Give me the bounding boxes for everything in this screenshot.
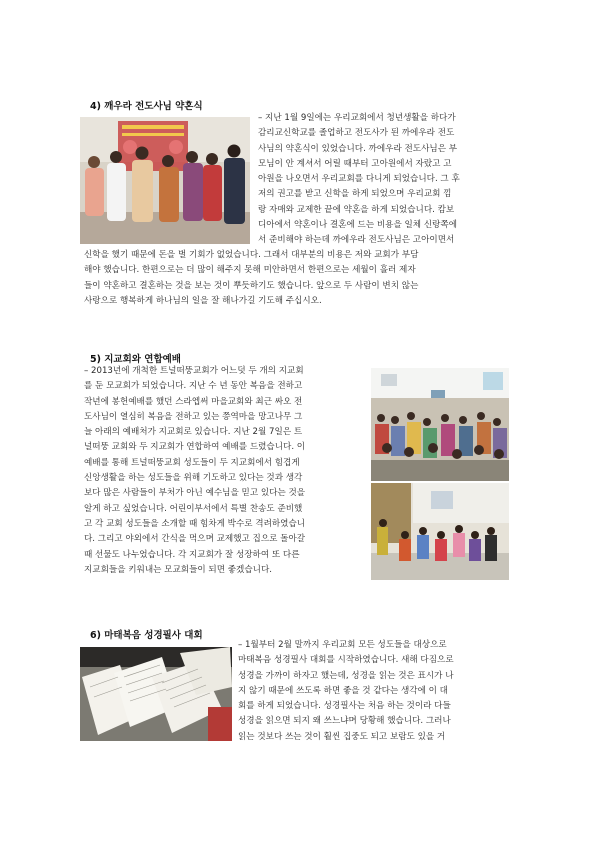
- text-line: – 2013년에 개척한 트널떠뚱교회가 어느덧 두 개의 지교회: [84, 366, 304, 376]
- text-line: 디아에서 약혼이나 결혼에 드는 비용을 일체 신랑쪽에: [258, 220, 458, 231]
- section6-heading: 6) 마태복음 성경필사 대회: [90, 630, 203, 641]
- text-line: 성경을 읽으면 되지 왜 쓰느냐며 당황해 했습니다. 그러나: [238, 716, 451, 727]
- text-line: 지 않기 때문에 쓰도록 하면 좋을 것 같다는 생각에 이 대: [238, 685, 448, 696]
- children-performance-photo: [371, 483, 509, 580]
- worship-photo: [371, 368, 509, 481]
- text-line: 보다 많은 사람들이 부처가 아닌 예수님을 믿고 있다는 것을: [84, 488, 306, 499]
- text-line: 아원을 나오면서 우리교회를 다니게 되었습니다. 그 후: [258, 174, 460, 185]
- text-line: 지교회들을 키워내는 모교회들이 되면 좋겠습니다.: [84, 564, 272, 575]
- text-line: 회를 하게 되었습니다. 성경필사는 처음 하는 것이라 다들: [238, 701, 451, 712]
- text-line: – 지난 1월 9일에는 우리교회에서 청년생활을 하다가: [258, 113, 456, 123]
- text-line: 마태복음 성경필사 대회를 시작하였습니다. 새해 다짐으로: [238, 655, 454, 666]
- text-line: 예배를 통해 트널떠뚱교회 성도들이 두 지교회에서 힘겹게: [84, 457, 300, 468]
- text-line: 신앙생활을 하는 성도들을 위해 기도하고 있다는 것과 생각: [84, 473, 303, 484]
- section4-wrap-text: [258, 111, 510, 249]
- engagement-photo: [80, 117, 250, 244]
- text-line: 성경을 가까이 하자고 했는데, 성경을 읽는 것은 표시가 나: [238, 670, 454, 681]
- text-line: 읽는 것보다 쓰는 것이 훨씬 집중도 되고 보람도 있을 거: [238, 731, 446, 742]
- text-line: 알게 하고 싶었습니다. 어린이부서에서 특별 찬송도 준비했: [84, 503, 303, 514]
- section6-text: [238, 638, 510, 745]
- text-line: 도사님이 열심히 복음을 전하고 있는 쯩역마을 망고나무 그: [84, 411, 303, 422]
- text-line: 사랑으로 행복하게 하나님의 일을 잘 해나가길 기도해 주십시오.: [84, 295, 322, 306]
- text-line: 랑 자매와 교제한 끝에 약혼을 하게 되었습니다. 캄보: [258, 204, 455, 215]
- text-line: 늘 아래의 예배처가 지교회로 있습니다. 지난 2월 7일은 트: [84, 427, 303, 438]
- text-line: 신학을 했기 때문에 돈을 벌 기회가 없었습니다. 그래서 대부분의 비용은 저와 교회가 부담: [84, 250, 419, 260]
- text-line: 해야 했습니다. 한편으로는 더 많이 해주지 못해 미안하면서 한편으로는 세월이 흘러 제자: [84, 265, 416, 276]
- text-line: 들이 약혼하고 결혼하는 것을 보는 것이 뿌듯하기도 했습니다. 앞으로 두 사람이 변치 않는: [84, 280, 419, 291]
- section5-heading: 5) 지교회와 연합예배: [90, 354, 181, 365]
- text-line: 감리교신학교를 졸업하고 전도사가 된 까에우라 전도: [258, 128, 455, 139]
- text-line: 때 선물도 나누었습니다. 각 지교회가 잘 성장하여 또 다른: [84, 549, 300, 560]
- section5-text: [84, 364, 366, 578]
- text-line: 를 둔 모교회가 되었습니다. 지난 수 년 동안 복음을 전하고: [84, 381, 303, 392]
- text-line: 저의 권고를 받고 신학을 하게 되었으며 우리교회 낌: [258, 189, 452, 200]
- section4-heading: 4) 깨우라 전도사님 약혼식: [90, 101, 203, 112]
- text-line: 고 각 교회 성도들을 소개할 때 힘차게 박수로 격려하였습니: [84, 518, 306, 529]
- text-line: – 1월부터 2월 말까지 우리교회 모든 성도들을 대상으로: [238, 640, 447, 650]
- section4-full-text: [84, 248, 514, 309]
- text-line: 서 준비해야 하는데 까에우라 전도사님은 고아이면서: [258, 235, 455, 246]
- text-line: 사님의 약혼식이 있었습니다. 까에우라 전도사님은 부: [258, 143, 458, 154]
- text-line: 작년에 봉헌예배를 했던 스라엡써 마을교회와 최근 싸오 전: [84, 396, 303, 407]
- bible-copying-photo: [80, 647, 232, 741]
- text-line: 널떠뚱 교회와 두 지교회가 연합하여 예배를 드렸습니다. 이: [84, 442, 306, 453]
- text-line: 모님이 안 계셔서 어릴 때부터 고아원에서 자랐고 고: [258, 158, 452, 169]
- text-line: 다. 그리고 야외에서 간식을 먹으며 교제했고 집으로 돌아갈: [84, 534, 306, 545]
